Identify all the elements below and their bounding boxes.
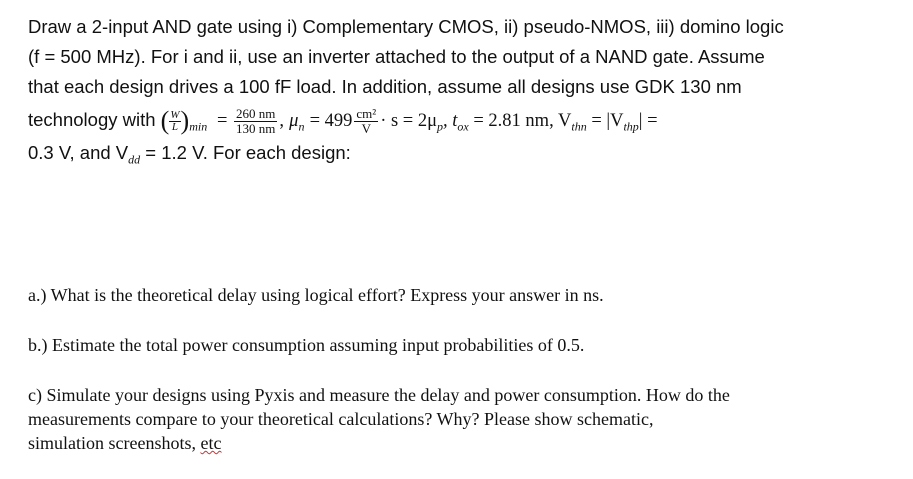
problem-line-3: that each design drives a 100 fF load. In addition, assume all designs use GDK 130 nm [28,76,742,97]
mu-tail: · s = 2μ [380,111,438,131]
vthp-subscript: thp [623,119,639,134]
problem-line-4 [28,102,898,138]
wl-subscript: min [189,119,208,134]
vdd-subscript: dd [128,152,141,167]
unit-fraction: $\frac{\text{cm²}}{V}$ [356,105,377,136]
problem-line-1: Draw a 2-input AND gate using i) Complementary CMOS, ii) pseudo-NMOS, iii) domino logic [28,16,784,37]
tox-subscript: ox [457,119,469,134]
mu-n-symbol: μ [289,111,299,131]
wl-fraction: $\frac{W}{L}$ [170,108,180,133]
equals-sign: = [212,111,233,131]
vthp-mid: = |V [586,111,624,131]
problem-line-2: (f = 500 MHz). For i and ii, use an inverter attached to the output of a NAND gate. Assume [28,46,765,67]
vthp-end: | = [638,111,658,131]
mu-n-subscript: n [298,119,305,134]
comma: , [279,111,285,131]
paren-close: ) [180,106,190,136]
line5-start: 0.3 V, and V [28,142,129,163]
problem-line-5 [28,138,898,168]
question-c-line-1: c) Simulate your designs using Pyxis and measure the delay and power consumption. How do the [28,385,730,405]
technology-lead: technology with [28,109,156,130]
question-c [28,383,898,455]
question-b: b.) Estimate the total power consumption assuming input probabilities of 0.5. [28,335,585,355]
ratio-fraction: $\frac{260 nm}{130 nm}$ [236,105,276,136]
question-a: a.) What is the theoretical delay using logical effort? Express your answer in ns. [28,285,604,305]
vthn-subscript: thn [571,119,587,134]
question-c-line-3-text: simulation screenshots, [28,433,196,453]
question-c-line-2: measurements compare to your theoretical calculations? Why? Please show schematic, [28,409,654,429]
tox-value: = 2.81 nm, V [468,111,572,131]
mu-p-subscript: p [437,119,444,134]
line5-end: = 1.2 V. For each design: [140,142,351,163]
paren-open: ( [160,106,170,136]
question-c-line-3 [28,431,898,455]
mu-value: = 499 [309,111,353,131]
problem-statement [28,12,898,168]
tox-symbol: , t [443,111,458,131]
questions [28,283,898,455]
spellcheck-word-etc: etc [200,433,222,453]
